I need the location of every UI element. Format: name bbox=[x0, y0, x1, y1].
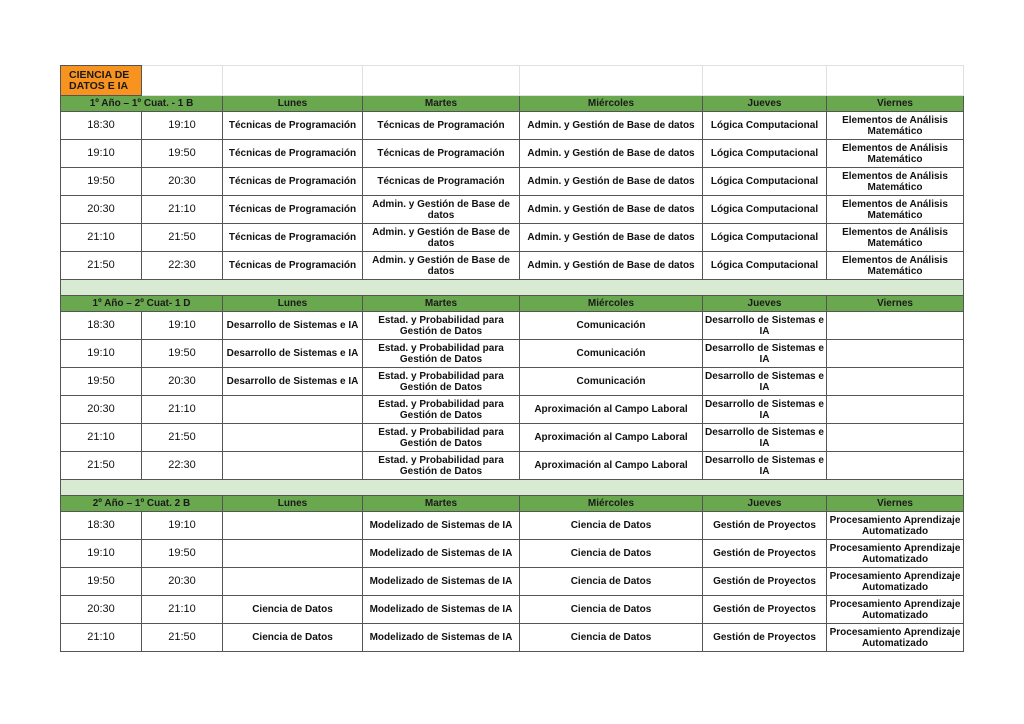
subject-cell: Técnicas de Programación bbox=[363, 168, 520, 196]
subject-cell: Elementos de Análisis Matemático bbox=[827, 196, 964, 224]
day-header: Viernes bbox=[827, 496, 964, 512]
subject-cell: Elementos de Análisis Matemático bbox=[827, 140, 964, 168]
start-time: 21:10 bbox=[61, 424, 142, 452]
subject-cell: Desarrollo de Sistemas e IA bbox=[703, 340, 827, 368]
subject-cell: Lógica Computacional bbox=[703, 168, 827, 196]
subject-cell: Procesamiento Aprendizaje Automatizado bbox=[827, 596, 964, 624]
subject-cell: Modelizado de Sistemas de IA bbox=[363, 596, 520, 624]
table-row bbox=[61, 540, 964, 568]
start-time: 18:30 bbox=[61, 112, 142, 140]
start-time: 21:10 bbox=[61, 624, 142, 652]
table-row bbox=[61, 568, 964, 596]
start-time: 19:10 bbox=[61, 140, 142, 168]
subject-cell: Admin. y Gestión de Base de datos bbox=[363, 224, 520, 252]
table-row bbox=[61, 624, 964, 652]
spacer-cell bbox=[61, 280, 964, 296]
subject-cell: Elementos de Análisis Matemático bbox=[827, 112, 964, 140]
end-time: 19:10 bbox=[142, 312, 223, 340]
subject-cell: Desarrollo de Sistemas e IA bbox=[223, 368, 363, 396]
end-time: 21:10 bbox=[142, 396, 223, 424]
start-time: 21:50 bbox=[61, 252, 142, 280]
table-row bbox=[61, 512, 964, 540]
subject-cell: Estad. y Probabilidad para Gestión de Datos bbox=[363, 452, 520, 480]
subject-cell: Modelizado de Sistemas de IA bbox=[363, 512, 520, 540]
table-row bbox=[61, 596, 964, 624]
section-label: 1º Año – 1º Cuat. - 1 B bbox=[61, 96, 223, 112]
subject-cell: Desarrollo de Sistemas e IA bbox=[703, 312, 827, 340]
day-header: Lunes bbox=[223, 96, 363, 112]
end-time: 21:10 bbox=[142, 596, 223, 624]
start-time: 18:30 bbox=[61, 312, 142, 340]
section-label: 1º Año – 2º Cuat- 1 D bbox=[61, 296, 223, 312]
table-row bbox=[61, 312, 964, 340]
day-header: Lunes bbox=[223, 496, 363, 512]
subject-cell bbox=[223, 452, 363, 480]
subject-cell: Admin. y Gestión de Base de datos bbox=[520, 252, 703, 280]
subject-cell: Estad. y Probabilidad para Gestión de Datos bbox=[363, 312, 520, 340]
subject-cell: Ciencia de Datos bbox=[520, 596, 703, 624]
subject-cell: Elementos de Análisis Matemático bbox=[827, 168, 964, 196]
subject-cell: Técnicas de Programación bbox=[223, 112, 363, 140]
subject-cell: Lógica Computacional bbox=[703, 140, 827, 168]
table-row bbox=[61, 168, 964, 196]
table-row bbox=[61, 368, 964, 396]
start-time: 19:10 bbox=[61, 340, 142, 368]
subject-cell: Admin. y Gestión de Base de datos bbox=[520, 140, 703, 168]
end-time: 20:30 bbox=[142, 368, 223, 396]
subject-cell bbox=[827, 368, 964, 396]
day-header: Miércoles bbox=[520, 96, 703, 112]
subject-cell: Técnicas de Programación bbox=[363, 112, 520, 140]
subject-cell: Aproximación al Campo Laboral bbox=[520, 396, 703, 424]
subject-cell: Estad. y Probabilidad para Gestión de Datos bbox=[363, 396, 520, 424]
end-time: 19:50 bbox=[142, 340, 223, 368]
end-time: 19:50 bbox=[142, 540, 223, 568]
subject-cell: Gestión de Proyectos bbox=[703, 512, 827, 540]
start-time: 18:30 bbox=[61, 512, 142, 540]
section-header-row bbox=[61, 296, 964, 312]
subject-cell: Aproximación al Campo Laboral bbox=[520, 452, 703, 480]
subject-cell: Estad. y Probabilidad para Gestión de Datos bbox=[363, 340, 520, 368]
table-row bbox=[61, 452, 964, 480]
subject-cell: Desarrollo de Sistemas e IA bbox=[703, 424, 827, 452]
subject-cell: Comunicación bbox=[520, 340, 703, 368]
subject-cell bbox=[223, 568, 363, 596]
subject-cell: Desarrollo de Sistemas e IA bbox=[223, 340, 363, 368]
subject-cell: Comunicación bbox=[520, 312, 703, 340]
subject-cell bbox=[223, 424, 363, 452]
schedule-table bbox=[60, 65, 964, 652]
start-time: 20:30 bbox=[61, 196, 142, 224]
subject-cell: Gestión de Proyectos bbox=[703, 540, 827, 568]
section-label: 2º Año – 1º Cuat. 2 B bbox=[61, 496, 223, 512]
subject-cell: Ciencia de Datos bbox=[520, 512, 703, 540]
subject-cell: Técnicas de Programación bbox=[363, 140, 520, 168]
table-row bbox=[61, 424, 964, 452]
title-row bbox=[61, 66, 964, 96]
subject-cell: Procesamiento Aprendizaje Automatizado bbox=[827, 540, 964, 568]
table-row bbox=[61, 252, 964, 280]
end-time: 22:30 bbox=[142, 452, 223, 480]
subject-cell bbox=[827, 312, 964, 340]
table-row bbox=[61, 140, 964, 168]
table-row bbox=[61, 112, 964, 140]
subject-cell: Desarrollo de Sistemas e IA bbox=[703, 452, 827, 480]
end-time: 19:10 bbox=[142, 112, 223, 140]
start-time: 19:50 bbox=[61, 568, 142, 596]
subject-cell: Admin. y Gestión de Base de datos bbox=[520, 112, 703, 140]
subject-cell: Gestión de Proyectos bbox=[703, 624, 827, 652]
spacer-cell bbox=[61, 480, 964, 496]
program-title: CIENCIA DE DATOS E IA bbox=[61, 66, 142, 96]
day-header: Jueves bbox=[703, 296, 827, 312]
subject-cell: Admin. y Gestión de Base de datos bbox=[520, 196, 703, 224]
day-header: Viernes bbox=[827, 296, 964, 312]
start-time: 20:30 bbox=[61, 396, 142, 424]
start-time: 19:10 bbox=[61, 540, 142, 568]
table-row bbox=[61, 196, 964, 224]
subject-cell: Comunicación bbox=[520, 368, 703, 396]
subject-cell: Lógica Computacional bbox=[703, 224, 827, 252]
subject-cell: Procesamiento Aprendizaje Automatizado bbox=[827, 512, 964, 540]
subject-cell: Desarrollo de Sistemas e IA bbox=[703, 396, 827, 424]
subject-cell: Modelizado de Sistemas de IA bbox=[363, 540, 520, 568]
subject-cell: Técnicas de Programación bbox=[223, 224, 363, 252]
section-spacer bbox=[61, 480, 964, 496]
blank-cell bbox=[520, 66, 703, 96]
subject-cell: Técnicas de Programación bbox=[223, 140, 363, 168]
subject-cell: Procesamiento Aprendizaje Automatizado bbox=[827, 624, 964, 652]
end-time: 21:10 bbox=[142, 196, 223, 224]
subject-cell: Ciencia de Datos bbox=[520, 568, 703, 596]
subject-cell bbox=[223, 540, 363, 568]
subject-cell: Ciencia de Datos bbox=[520, 624, 703, 652]
section-header-row bbox=[61, 496, 964, 512]
day-header: Jueves bbox=[703, 496, 827, 512]
subject-cell: Técnicas de Programación bbox=[223, 168, 363, 196]
subject-cell: Gestión de Proyectos bbox=[703, 568, 827, 596]
blank-cell bbox=[827, 66, 964, 96]
subject-cell bbox=[827, 452, 964, 480]
section-header-row bbox=[61, 96, 964, 112]
subject-cell bbox=[223, 396, 363, 424]
day-header: Miércoles bbox=[520, 496, 703, 512]
subject-cell: Admin. y Gestión de Base de datos bbox=[363, 196, 520, 224]
subject-cell: Ciencia de Datos bbox=[223, 624, 363, 652]
subject-cell bbox=[827, 424, 964, 452]
end-time: 21:50 bbox=[142, 224, 223, 252]
blank-cell bbox=[142, 66, 223, 96]
blank-cell bbox=[223, 66, 363, 96]
subject-cell bbox=[827, 340, 964, 368]
end-time: 21:50 bbox=[142, 624, 223, 652]
day-header: Miércoles bbox=[520, 296, 703, 312]
blank-cell bbox=[363, 66, 520, 96]
subject-cell: Técnicas de Programación bbox=[223, 196, 363, 224]
end-time: 20:30 bbox=[142, 168, 223, 196]
subject-cell: Aproximación al Campo Laboral bbox=[520, 424, 703, 452]
subject-cell: Desarrollo de Sistemas e IA bbox=[703, 368, 827, 396]
blank-cell bbox=[703, 66, 827, 96]
end-time: 19:10 bbox=[142, 512, 223, 540]
subject-cell bbox=[827, 396, 964, 424]
subject-cell: Técnicas de Programación bbox=[223, 252, 363, 280]
subject-cell: Ciencia de Datos bbox=[223, 596, 363, 624]
start-time: 21:50 bbox=[61, 452, 142, 480]
end-time: 21:50 bbox=[142, 424, 223, 452]
start-time: 19:50 bbox=[61, 168, 142, 196]
end-time: 20:30 bbox=[142, 568, 223, 596]
subject-cell: Admin. y Gestión de Base de datos bbox=[363, 252, 520, 280]
subject-cell: Elementos de Análisis Matemático bbox=[827, 252, 964, 280]
subject-cell: Estad. y Probabilidad para Gestión de Datos bbox=[363, 368, 520, 396]
day-header: Jueves bbox=[703, 96, 827, 112]
subject-cell: Ciencia de Datos bbox=[520, 540, 703, 568]
day-header: Martes bbox=[363, 296, 520, 312]
subject-cell: Lógica Computacional bbox=[703, 112, 827, 140]
day-header: Martes bbox=[363, 96, 520, 112]
day-header: Lunes bbox=[223, 296, 363, 312]
end-time: 22:30 bbox=[142, 252, 223, 280]
subject-cell: Admin. y Gestión de Base de datos bbox=[520, 168, 703, 196]
start-time: 19:50 bbox=[61, 368, 142, 396]
start-time: 20:30 bbox=[61, 596, 142, 624]
subject-cell: Lógica Computacional bbox=[703, 196, 827, 224]
subject-cell bbox=[223, 512, 363, 540]
day-header: Viernes bbox=[827, 96, 964, 112]
subject-cell: Estad. y Probabilidad para Gestión de Datos bbox=[363, 424, 520, 452]
end-time: 19:50 bbox=[142, 140, 223, 168]
section-spacer bbox=[61, 280, 964, 296]
table-row bbox=[61, 396, 964, 424]
subject-cell: Modelizado de Sistemas de IA bbox=[363, 568, 520, 596]
subject-cell: Lógica Computacional bbox=[703, 252, 827, 280]
subject-cell: Elementos de Análisis Matemático bbox=[827, 224, 964, 252]
table-row bbox=[61, 340, 964, 368]
subject-cell: Desarrollo de Sistemas e IA bbox=[223, 312, 363, 340]
subject-cell: Gestión de Proyectos bbox=[703, 596, 827, 624]
table-row bbox=[61, 224, 964, 252]
subject-cell: Procesamiento Aprendizaje Automatizado bbox=[827, 568, 964, 596]
start-time: 21:10 bbox=[61, 224, 142, 252]
subject-cell: Modelizado de Sistemas de IA bbox=[363, 624, 520, 652]
subject-cell: Admin. y Gestión de Base de datos bbox=[520, 224, 703, 252]
day-header: Martes bbox=[363, 496, 520, 512]
